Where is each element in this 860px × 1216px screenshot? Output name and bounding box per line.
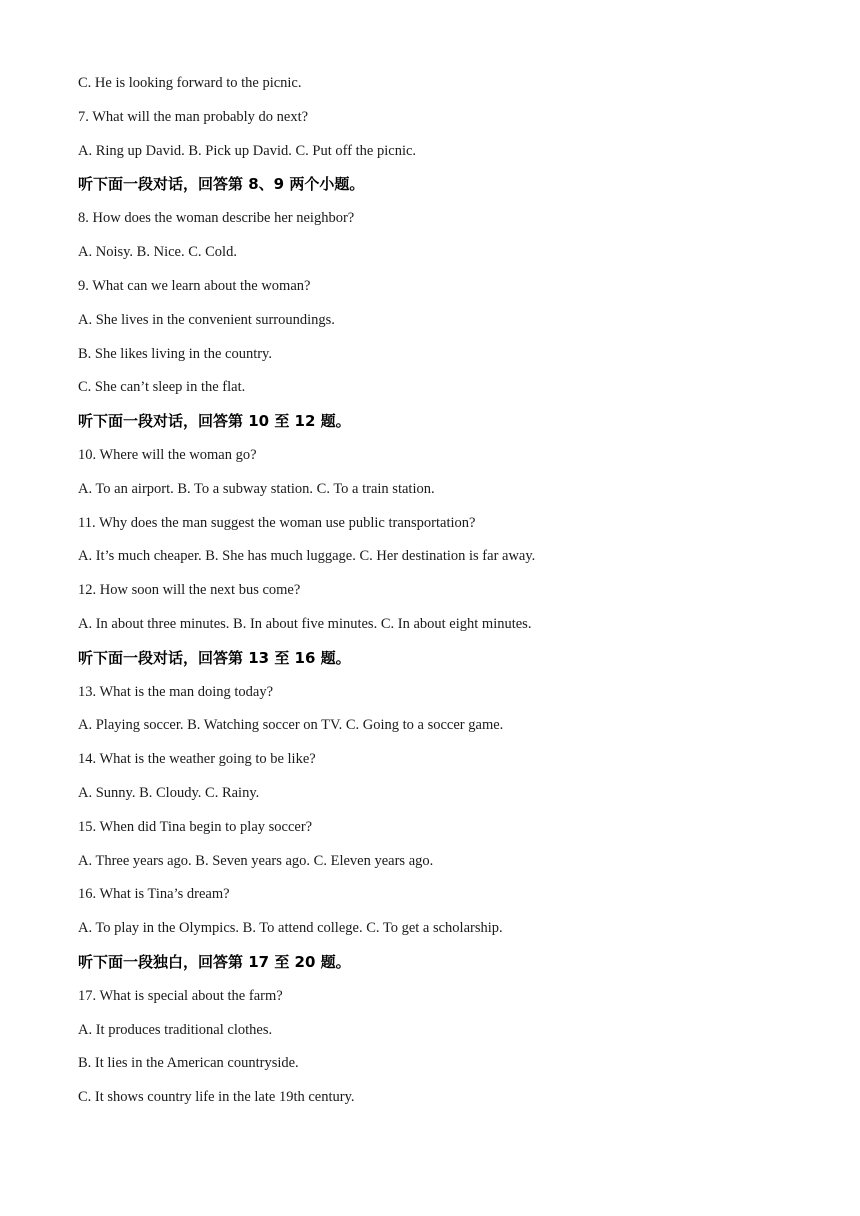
question-text: 17. What is special about the farm?: [78, 988, 283, 1004]
question-text: 7. What will the man probably do next?: [78, 109, 309, 125]
answer-option: A. To play in the Olympics. B. To attend college. C. To get a scholarship.: [78, 920, 503, 936]
question-text: 16. What is Tina’s dream?: [78, 886, 230, 902]
question-text: 11. Why does the man suggest the woman use public transportation?: [78, 515, 476, 531]
section-heading: 听下面一段对话，回答第 13 至 16 题。: [78, 649, 351, 667]
section-heading: 听下面一段对话，回答第 8、9 两个小题。: [78, 175, 365, 193]
answer-option: C. She can’t sleep in the flat.: [78, 379, 246, 395]
question-text: 12. How soon will the next bus come?: [78, 582, 301, 598]
question-text: 14. What is the weather going to be like?: [78, 751, 316, 767]
answer-option: A. It’s much cheaper. B. She has much luggage. C. Her destination is far away.: [78, 548, 536, 564]
answer-option: A. It produces traditional clothes.: [78, 1022, 273, 1038]
answer-option: A. Noisy. B. Nice. C. Cold.: [78, 244, 237, 260]
question-text: 13. What is the man doing today?: [78, 684, 274, 700]
answer-option: A. In about three minutes. B. In about five minutes. C. In about eight minutes.: [78, 616, 532, 632]
answer-option: B. She likes living in the country.: [78, 346, 272, 362]
answer-option: C. He is looking forward to the picnic.: [78, 75, 302, 91]
answer-option: A. Three years ago. B. Seven years ago. C. Eleven years ago.: [78, 853, 434, 869]
answer-option: C. It shows country life in the late 19th century.: [78, 1089, 355, 1105]
question-text: 10. Where will the woman go?: [78, 447, 257, 463]
question-text: 8. How does the woman describe her neighbor?: [78, 210, 355, 226]
question-text: 9. What can we learn about the woman?: [78, 278, 311, 294]
answer-option: A. Playing soccer. B. Watching soccer on TV. C. Going to a soccer game.: [78, 717, 504, 733]
answer-option: A. Sunny. B. Cloudy. C. Rainy.: [78, 785, 260, 801]
section-heading: 听下面一段独白，回答第 17 至 20 题。: [78, 953, 351, 971]
answer-option: B. It lies in the American countryside.: [78, 1055, 299, 1071]
question-text: 15. When did Tina begin to play soccer?: [78, 819, 313, 835]
answer-option: A. To an airport. B. To a subway station. C. To a train station.: [78, 481, 435, 497]
answer-option: A. Ring up David. B. Pick up David. C. Put off the picnic.: [78, 143, 417, 159]
answer-option: A. She lives in the convenient surroundings.: [78, 312, 335, 328]
section-heading: 听下面一段对话，回答第 10 至 12 题。: [78, 412, 351, 430]
